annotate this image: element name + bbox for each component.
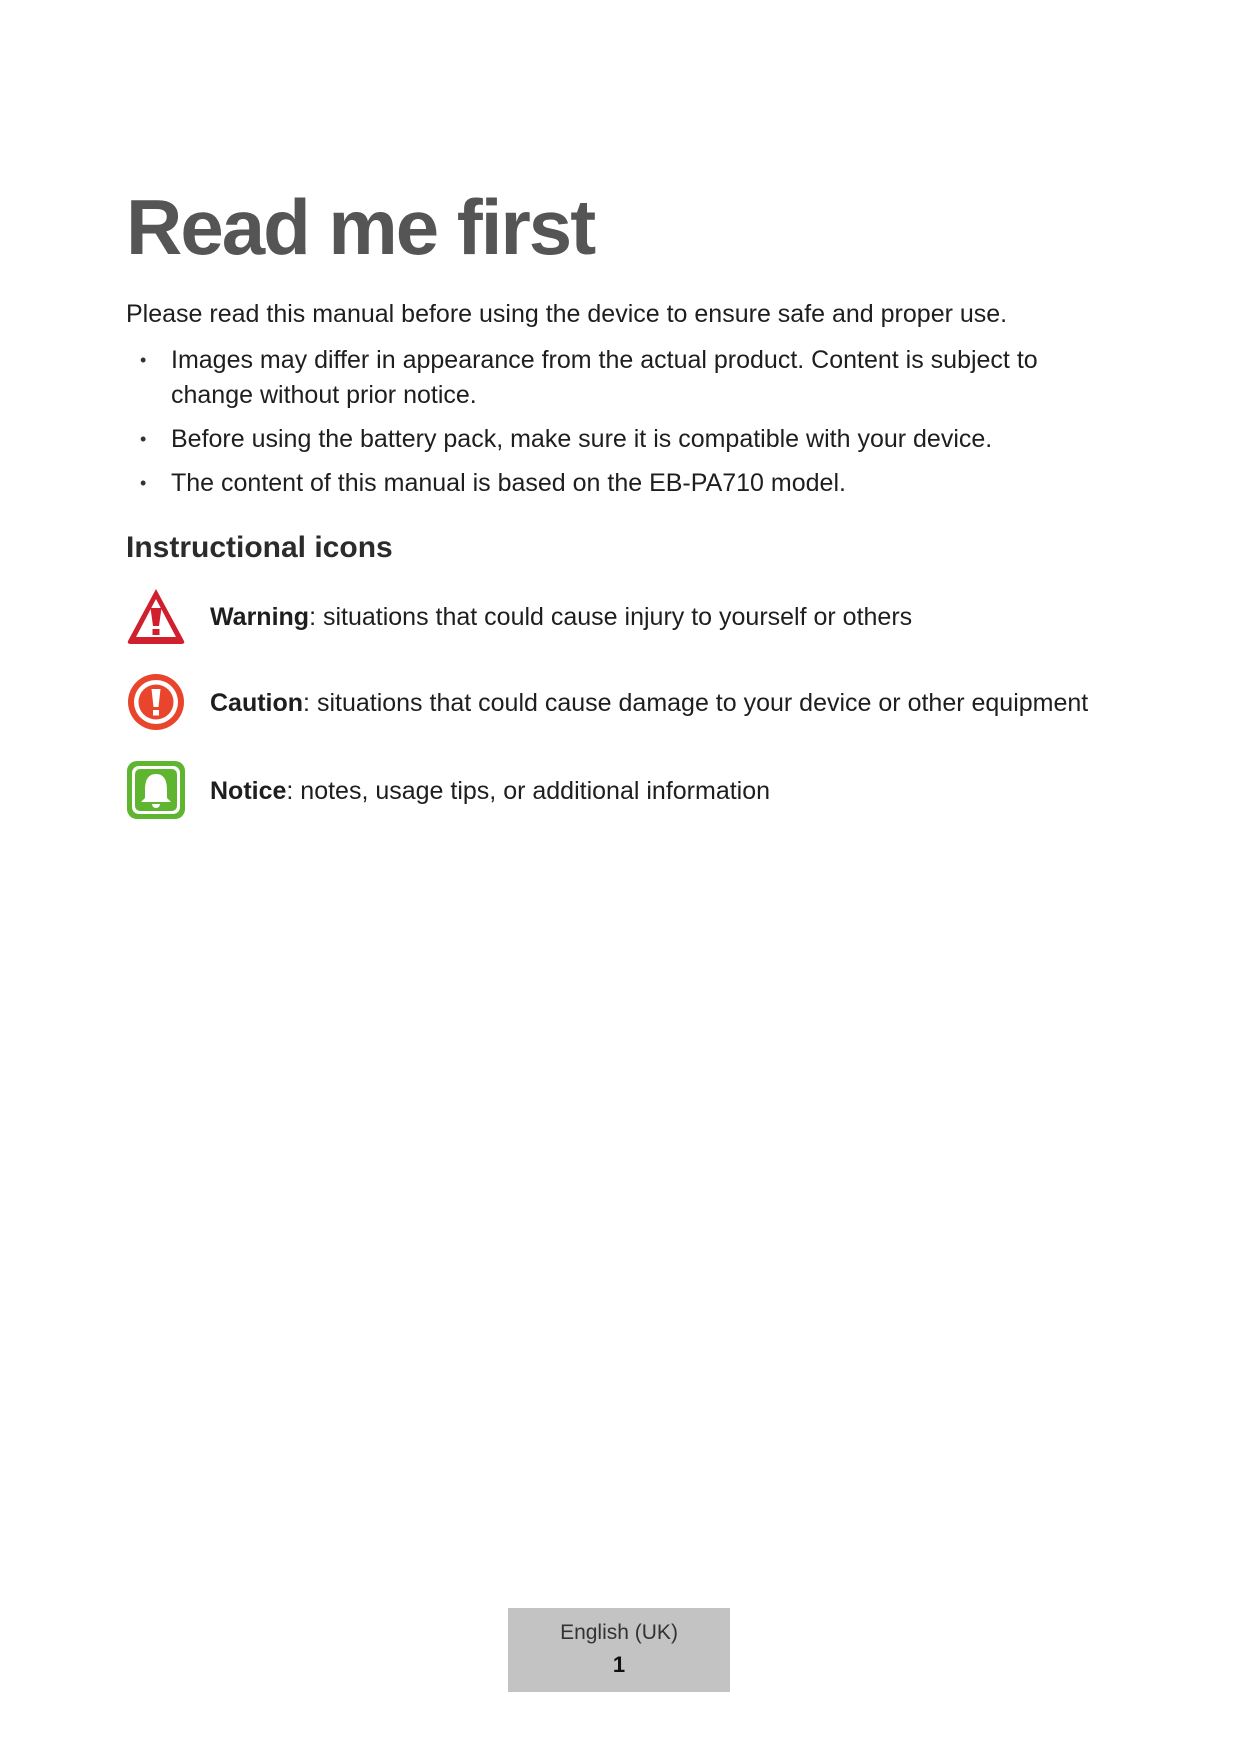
notice-row	[126, 760, 1126, 822]
bullet-icon: •	[140, 473, 147, 493]
warning-label: Warning	[210, 603, 310, 631]
bullet-icon: •	[140, 350, 147, 370]
page-footer	[508, 1608, 730, 1692]
list-item-text: Before using the battery pack, make sure it is compatible with your device.	[171, 425, 993, 453]
warning-text: : situations that could cause injury to yourself or others	[309, 603, 913, 631]
warning-description	[210, 601, 912, 633]
warning-row	[126, 586, 1126, 648]
caution-circle-icon	[126, 672, 186, 732]
list-item	[126, 343, 1126, 413]
caution-label: Caution	[210, 689, 304, 717]
list-item-text: The content of this manual is based on the EB-PA710 model.	[171, 469, 846, 497]
caution-row	[126, 672, 1126, 734]
notice-description	[210, 775, 770, 807]
bullet-icon: •	[140, 429, 147, 449]
list-item	[126, 422, 1126, 457]
footer-language: English (UK)	[560, 1621, 678, 1644]
notice-text: : notes, usage tips, or additional information	[286, 777, 771, 805]
notice-bell-icon	[126, 760, 186, 820]
page-number: 1	[612, 1652, 626, 1677]
section-heading: Instructional icons	[126, 531, 393, 564]
intro-text: Please read this manual before using the device to ensure safe and proper use.	[126, 300, 1008, 328]
caution-text: : situations that could cause damage to your device or other equipment	[303, 689, 1089, 717]
notice-list	[126, 343, 1126, 510]
warning-triangle-icon	[126, 586, 186, 646]
page-title: Read me first	[126, 183, 595, 271]
list-item-text: Images may differ in appearance from the actual product. Content is subject to change without prior notice.	[171, 346, 1038, 409]
list-item	[126, 466, 1126, 501]
notice-label: Notice	[210, 777, 287, 805]
caution-description	[210, 687, 1088, 719]
